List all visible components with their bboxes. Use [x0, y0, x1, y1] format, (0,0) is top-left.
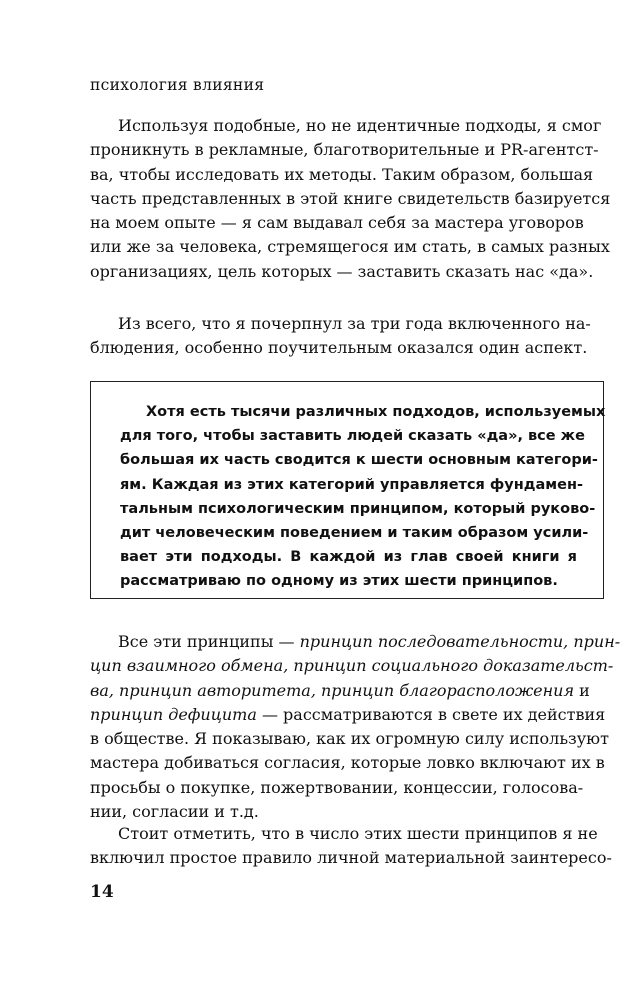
text-line: проникнуть в рекламные, благотворительные и PR-агентст- [90, 140, 599, 160]
text-line [90, 679, 590, 703]
text-segment: — рассматриваются в свете их действия [256, 704, 606, 724]
text-line: блюдения, особенно поучительным оказался один аспект. [90, 338, 588, 358]
italic-term: ва, принцип авторитета, принцип благорасположения [90, 680, 575, 700]
text-line: мастера добиваться согласия, которые ловко включают их в [90, 753, 605, 773]
box-line: ям. Каждая из этих категорий управляется фундамен- [120, 476, 583, 493]
text-segment: Все эти принципы — [118, 632, 300, 651]
highlight-box [90, 381, 604, 599]
text-line [90, 703, 606, 727]
box-line: тальным психологическим принципом, который руково- [120, 500, 596, 517]
text-line: просьбы о покупке, пожертвовании, концессии, голосова- [90, 777, 584, 797]
text-line: нии, согласии и т.д. [90, 802, 259, 822]
paragraph-2 [90, 312, 591, 361]
text-line: Стоит отметить, что в число этих шести принципов я не [118, 824, 598, 843]
text-line: в обществе. Я показываю, как их огромную силу используют [90, 729, 609, 749]
text-line: включил простое правило личной материальной заинтересо- [90, 848, 612, 868]
box-line: рассматриваю по одному из этих шести принципов. [120, 573, 558, 590]
box-line: Хотя есть тысячи различных подходов, используемых [146, 404, 606, 420]
page-number: 14 [90, 882, 114, 902]
text-line: Используя подобные, но не идентичные подходы, я смог [118, 116, 602, 135]
paragraph-4 [90, 822, 612, 871]
text-line: или же за человека, стремящегося им стать, в самых разных [90, 237, 610, 257]
text-line: на моем опыте — я сам выдавал себя за мастера уговоров [90, 213, 584, 233]
text-line: цип взаимного обмена, принцип социального доказательст- [90, 656, 614, 676]
text-line: организациях, цель которых — заставить сказать нас «да». [90, 261, 594, 281]
text-line [90, 630, 621, 654]
paragraph-3 [90, 630, 621, 824]
box-line: вает эти подходы. В каждой из глав своей книги я [120, 549, 577, 566]
text-segment: и [574, 680, 590, 700]
box-line: дит человеческим поведением и таким образом усили- [120, 525, 589, 542]
text-line: ва, чтобы исследовать их методы. Таким образом, большая [90, 164, 594, 184]
box-line: большая их часть сводится к шести основным категори- [120, 452, 598, 469]
italic-term: принцип дефицита [90, 704, 257, 724]
paragraph-1 [90, 114, 611, 284]
box-line: для того, чтобы заставить людей сказать «да», все же [120, 428, 585, 445]
text-line: часть представленных в этой книге свидетельств базируется [90, 188, 611, 208]
italic-term: принцип последовательности, прин- [299, 632, 621, 651]
running-head: психология влияния [90, 76, 265, 94]
text-line: Из всего, что я почерпнул за три года включенного на- [118, 314, 591, 333]
